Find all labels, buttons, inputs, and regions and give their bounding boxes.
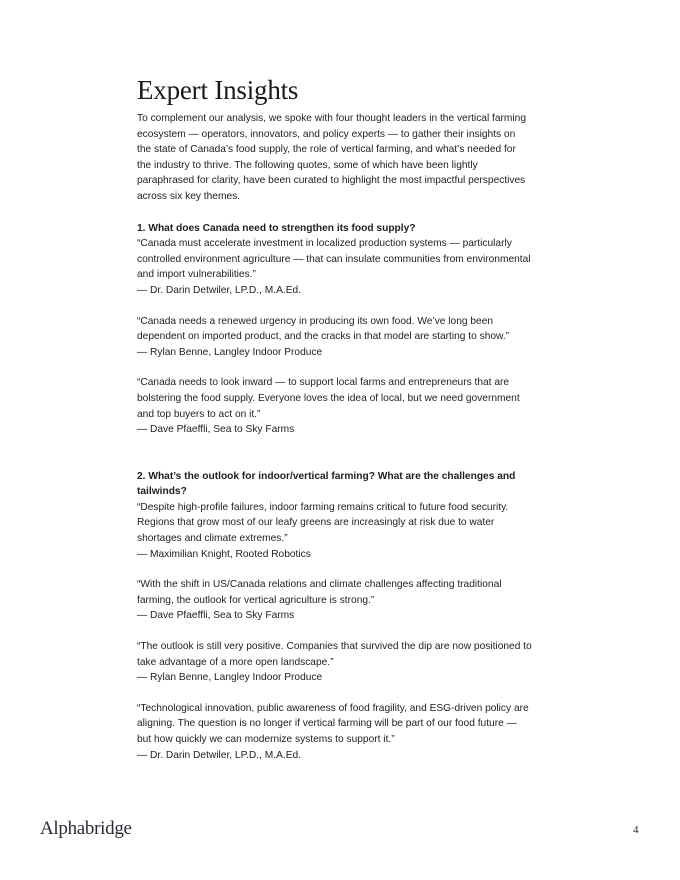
intro-paragraph: To complement our analysis, we spoke with four thought leaders in the vertical farming ecosystem — operators, innovators, and policy experts — to gather their insights on the state of Canada’s food supply, the role of vertical farming, and what’s needed for the industry to thrive. The following quotes, some of which have been lightly paraphrased for clarity, have been curated to highlight the most impactful perspectives across six key themes. <box>137 113 527 202</box>
alphabridge-logo: Alphabridge <box>40 818 132 839</box>
quote-text: “With the shift in US/Canada relations and climate challenges affecting traditional farming, the outlook for vertical agriculture is strong.” <box>137 579 502 606</box>
section-2 <box>137 469 532 764</box>
quote-text: “The outlook is still very positive. Companies that survived the dip are now positioned to take advantage of a more open landscape.” <box>137 641 532 668</box>
section-question: 2. What’s the outlook for indoor/vertical farming? What are the challenges and tailwinds? <box>137 470 516 498</box>
quote-attribution: — Dr. Darin Detwiler, LP.D., M.A.Ed. <box>137 749 301 761</box>
quote-attribution: — Dave Pfaeffli, Sea to Sky Farms <box>137 610 295 622</box>
quote-block <box>137 577 532 624</box>
section-question: 1. What does Canada need to strengthen its food supply? <box>137 222 416 234</box>
quote-text: “Technological innovation, public awareness of food fragility, and ESG-driven policy are aligning. The question is no longer if vertical farming will be part of our food future — but how quickly we can modernize systems to support it.” <box>137 702 529 745</box>
quote-attribution: — Rylan Benne, Langley Indoor Produce <box>137 672 323 684</box>
quote-block <box>137 639 532 686</box>
quote-block <box>137 701 532 763</box>
section-1 <box>137 221 532 438</box>
quote-attribution: — Dr. Darin Detwiler, LP.D., M.A.Ed. <box>137 284 301 296</box>
quote-text: “Canada needs a renewed urgency in producing its own food. We’ve long been dependent on imported product, and the cracks in that model are starting to show.” <box>137 315 510 343</box>
quote-block <box>137 500 532 562</box>
quote-attribution: — Dave Pfaeffli, Sea to Sky Farms <box>137 424 295 436</box>
quote-attribution: — Maximilian Knight, Rooted Robotics <box>137 548 311 560</box>
page-number: 4 <box>633 824 639 836</box>
quote-text: “Canada must accelerate investment in localized production systems — particularly controlled environment agriculture — that can insulate communities from environmental and import vulnerabilities.” <box>137 238 531 281</box>
quote-text: “Despite high-profile failures, indoor farming remains critical to future food security. Regions that grow most of our leafy greens are increasingly at risk due to water shortages and climate extremes.” <box>137 501 509 545</box>
quote-block <box>137 375 532 437</box>
quote-text: “Canada needs to look inward — to support local farms and entrepreneurs that are bolstering the food supply. Everyone loves the idea of local, but we need government and top buyers to act on it.” <box>137 377 520 420</box>
quote-block <box>137 314 532 361</box>
quote-block <box>137 236 532 298</box>
quote-attribution: — Rylan Benne, Langley Indoor Produce <box>137 346 323 358</box>
page-title: Expert Insights <box>137 75 299 105</box>
page-content <box>137 74 532 763</box>
section-divider-space <box>137 438 532 469</box>
